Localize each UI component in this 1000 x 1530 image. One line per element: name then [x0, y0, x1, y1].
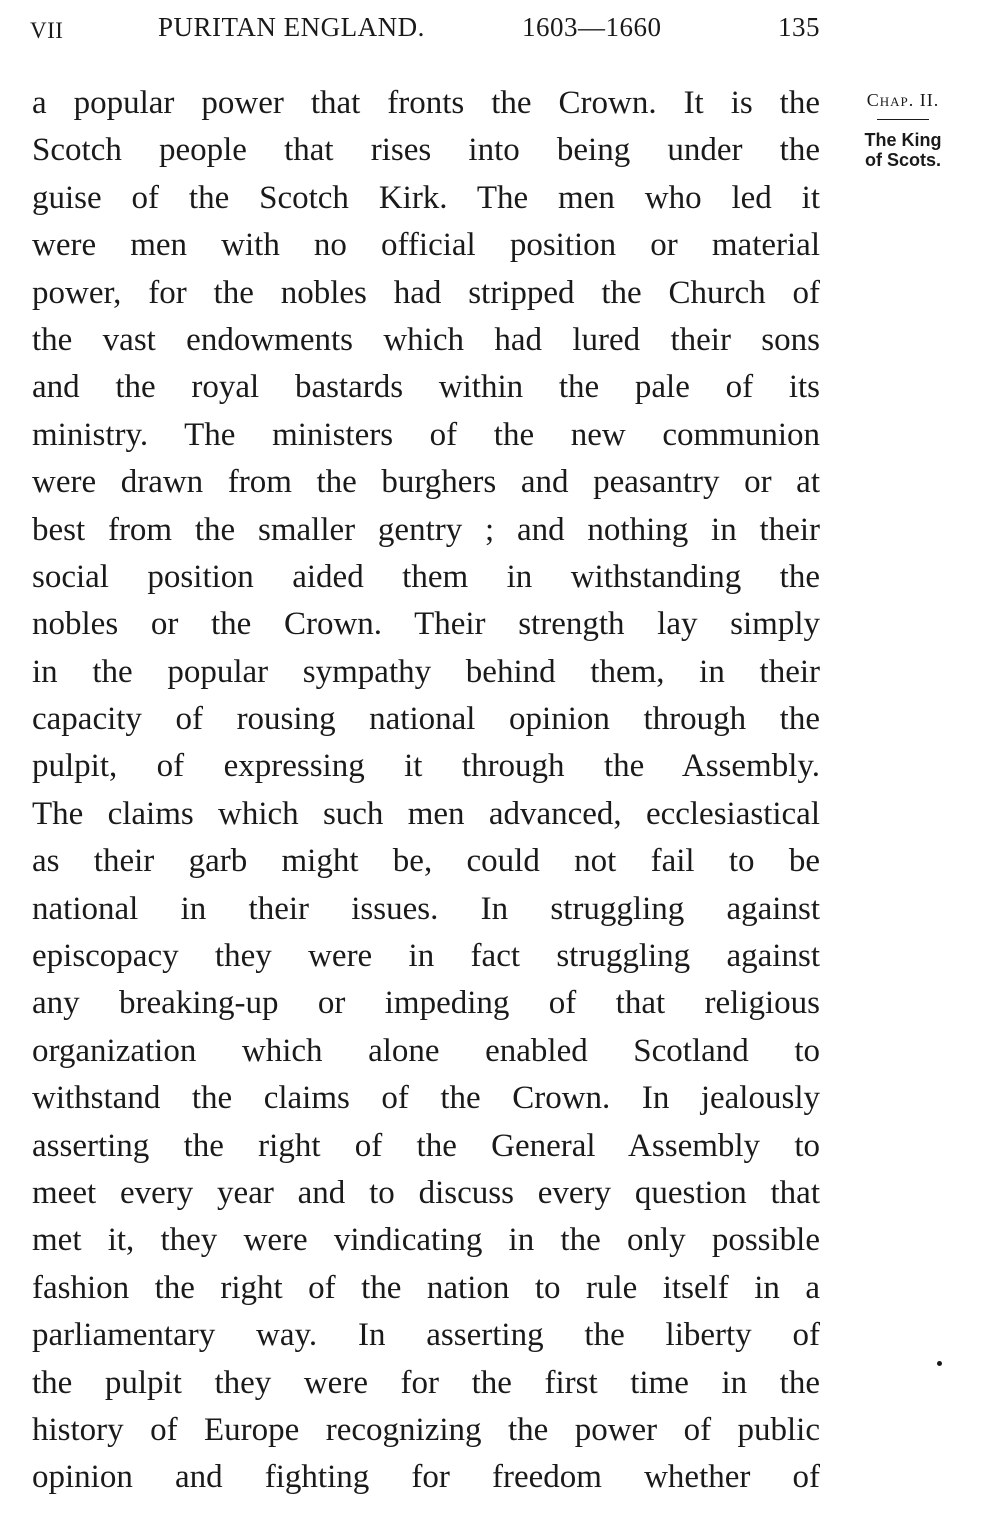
text-line: opinion and fighting for freedom whether of [32, 1459, 820, 1496]
text-line: were men with no official position or material [32, 227, 820, 264]
text-line: organization which alone enabled Scotland to [32, 1032, 820, 1069]
ink-speck [937, 1361, 942, 1366]
page-number: 135 [778, 12, 820, 42]
running-head-years: 1603—1660 [522, 12, 662, 42]
text-line: capacity of rousing national opinion through the [32, 701, 820, 738]
text-line: pulpit, of expressing it through the Assembly. [32, 748, 820, 785]
running-head-chapter: VII [30, 18, 64, 43]
margin-note [838, 90, 968, 170]
text-line: guise of the Scotch Kirk. The men who led it [32, 179, 820, 216]
text-line: in the popular sympathy behind them, in their [32, 653, 820, 690]
text-line: episcopacy they were in fact struggling against [32, 938, 820, 975]
text-line: fashion the right of the nation to rule itself in a [32, 1269, 820, 1306]
text-line: best from the smaller gentry ; and nothing in their [32, 511, 820, 548]
text-line: social position aided them in withstanding the [32, 558, 820, 595]
body-text [32, 80, 820, 1502]
margin-chapter: Chap. II. [866, 90, 940, 110]
text-line: as their garb might be, could not fail to be [32, 843, 820, 880]
text-line: withstand the claims of the Crown. In jealously [32, 1080, 820, 1117]
text-line: and the royal bastards within the pale of its [32, 369, 820, 406]
text-line: power, for the nobles had stripped the Church of [32, 274, 820, 311]
margin-rule [877, 119, 929, 120]
text-line: the vast endowments which had lured their sons [32, 321, 820, 358]
text-line: any breaking-up or impeding of that religious [32, 985, 820, 1022]
text-line: nobles or the Crown. Their strength lay simply [32, 606, 820, 643]
text-line: met it, they were vindicating in the only possible [32, 1222, 820, 1259]
margin-gloss-line-2: of Scots. [864, 150, 941, 170]
text-line: history of Europe recognizing the power of public [32, 1411, 820, 1448]
text-line: national in their issues. In struggling against [32, 890, 820, 927]
running-head [30, 12, 820, 48]
text-line: meet every year and to discuss every question that [32, 1174, 820, 1211]
text-line: asserting the right of the General Assembly to [32, 1127, 820, 1164]
text-line: Scotch people that rises into being under the [32, 132, 820, 169]
text-line: parliamentary way. In asserting the liberty of [32, 1317, 820, 1354]
margin-gloss-line-1: The King [864, 130, 942, 150]
text-line: The claims which such men advanced, ecclesiastical [32, 795, 820, 832]
running-head-title: PURITAN ENGLAND. [158, 12, 425, 42]
text-line: were drawn from the burghers and peasantry or at [32, 464, 820, 501]
text-line: ministry. The ministers of the new communion [32, 416, 820, 453]
text-line: the pulpit they were for the first time in the [32, 1364, 820, 1401]
text-line: a popular power that fronts the Crown. It is the [32, 85, 820, 121]
